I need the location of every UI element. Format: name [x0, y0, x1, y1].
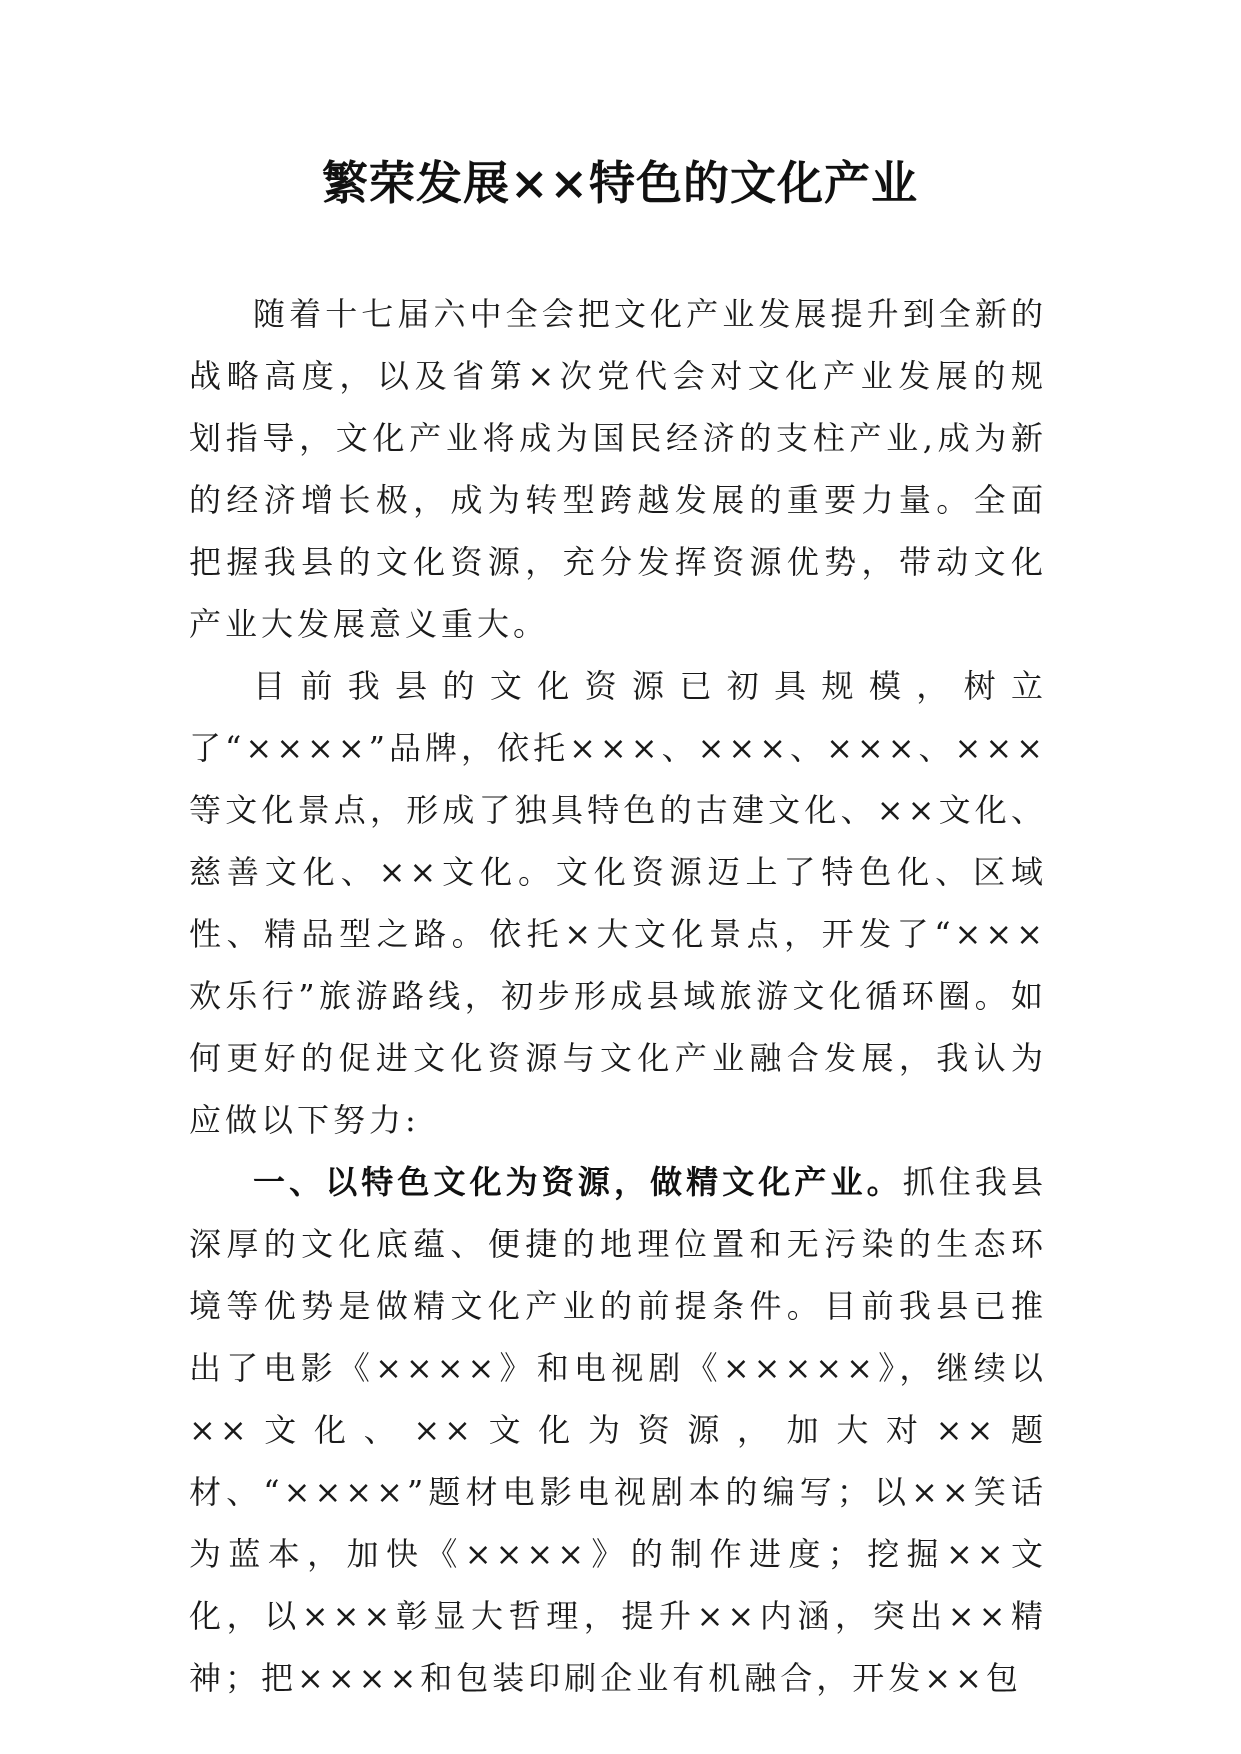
paragraph-text: 目前我县的文化资源已初具规模，树立了“××××”品牌，依托×××、×××、×××、×××等文化景点，形成了独具特色的古建文化、××文化、慈善文化、××文化。文化资源迈上了特色化、区域性、精品型之路。依托×大文化景点，开发了“×××欢乐行”旅游路线，初步形成县域旅游文化循环圈。如何更好的促进文化资源与文化产业融合发展，我认为应做以下努力: — [189, 667, 1047, 1139]
paragraph-intro — [189, 283, 1047, 655]
paragraph-text: 抓住我县深厚的文化底蕴、便捷的地理位置和无污染的生态环境等优势是做精文化产业的前提条件。目前我县已推出了电影《××××》和电视剧《×××××》，继续以××文化、××文化为资源，加大对××题材、“××××”题材电影电视剧本的编写；以××笑话为蓝本，加快《××××》的制作进度；挖掘××文化，以×××彰显大哲理，提升××内涵，突出××精神；把××××和包装印刷企业有机融合，开发××包 — [189, 1163, 1047, 1697]
paragraph-section-one — [189, 1151, 1047, 1709]
paragraph-text: 随着十七届六中全会把文化产业发展提升到全新的战略高度，以及省第×次党代会对文化产业发展的规划指导，文化产业将成为国民经济的支柱产业,成为新的经济增长极，成为转型跨越发展的重要力量。全面把握我县的文化资源，充分发挥资源优势，带动文化产业大发展意义重大。 — [189, 295, 1047, 643]
document-title: 繁荣发展××特色的文化产业 — [321, 156, 919, 210]
section-heading: 一、以特色文化为资源，做精文化产业。 — [253, 1163, 903, 1201]
paragraph-resources — [189, 655, 1047, 1151]
document-body — [189, 283, 1047, 1709]
